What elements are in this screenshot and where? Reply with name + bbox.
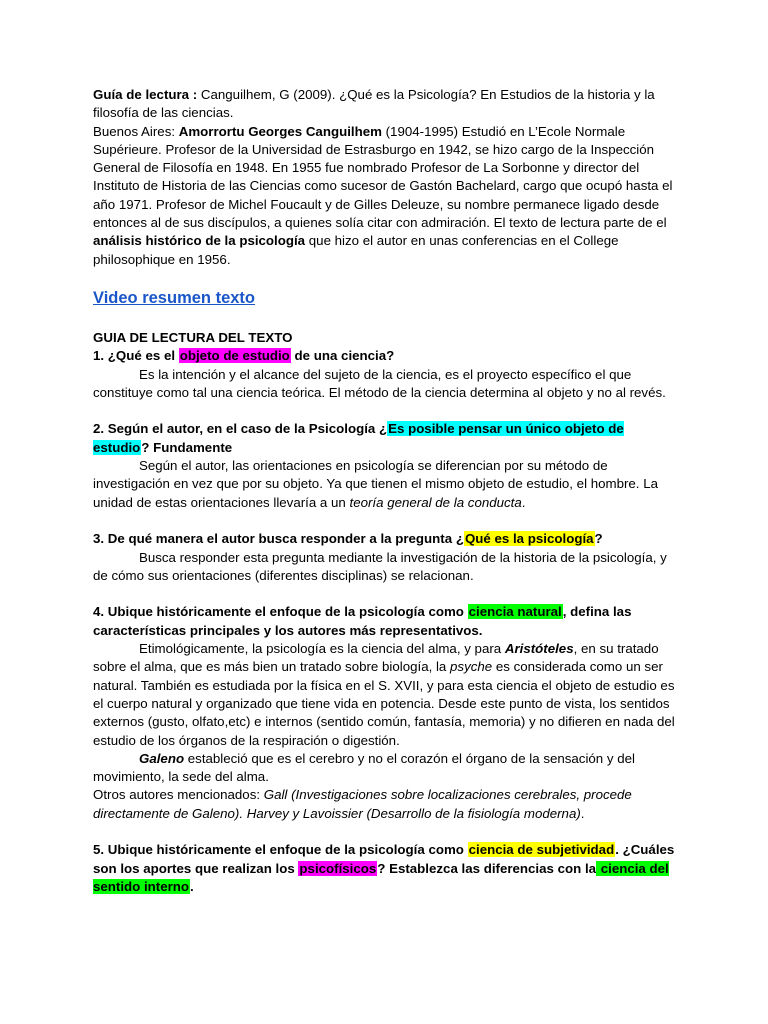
a4-text-4: estableció que es el cerebro y no el corazón el órgano de la sensación y del movimiento, la sede del alma. (93, 750, 635, 785)
intro-bio-end: que hizo el autor en unas conferencias en el College philosophique en 1956. (93, 233, 619, 267)
a4-text-2: , en su tratado sobre el alma, que es más bien un tratado sobre biología, la (93, 641, 659, 675)
intro-author: Amorrortu Georges Canguilhem (178, 123, 382, 139)
q5-mid-2: ? Establezca las diferencias con la (377, 860, 597, 876)
a4-others-end: . (580, 805, 585, 821)
a4-psyche: psyche (450, 659, 493, 675)
a4-others-italic: Gall (Investigaciones sobre localizaciones cerebrales, procede directamente de Galeno). Harvey y Lavoissier (Desarrollo de la fisiología moderna) (93, 787, 632, 821)
question-5 (93, 841, 683, 896)
intro-paragraph (93, 86, 683, 123)
a2-end: . (521, 494, 526, 510)
question-3 (93, 530, 683, 548)
video-summary-link[interactable]: Video resumen texto (93, 288, 255, 307)
a2-text: Según el autor, las orientaciones en psicología se diferencian por su método de investigación en vez que por su objeto. Ya que tienen el mismo objeto de estudio, el hombre. La unidad de estas orientaciones llevaría a un (93, 458, 658, 510)
q4-post: , defina las características principales y los autores más representativos. (93, 604, 632, 638)
q5-pre: 5. Ubique históricamente el enfoque de la psicología como (93, 842, 468, 858)
q3-post: ? (594, 531, 603, 547)
q1-highlight: objeto de estudio (179, 348, 290, 364)
q2-pre: 2. Según el autor, en el caso de la Psicología ¿ (93, 421, 388, 437)
answer-4 (93, 640, 683, 750)
a4-galeno: Galeno (139, 750, 185, 766)
a4-text-1: Etimológicamente, la psicología es la ciencia del alma, y para (139, 641, 505, 657)
intro-label: Guía de lectura : (93, 87, 198, 102)
q2-post: ? Fundamente (141, 439, 233, 455)
q5-highlight-3: ciencia del sentido interno (93, 860, 669, 894)
a1-text: Es la intención y el alcance del sujeto de la ciencia, es el proyecto específico el que constituye como tal una ciencia teórica. El método de la ciencia determina al objeto y no al revés. (93, 366, 666, 400)
question-4 (93, 603, 683, 640)
q5-post: . (190, 878, 194, 894)
intro-bio-paragraph (93, 123, 683, 269)
q1-post: de una ciencia? (290, 348, 395, 364)
a2-italic: teoría general de la conducta (349, 494, 522, 510)
q5-highlight-1: ciencia de subjetividad (468, 842, 615, 858)
intro-bio-text: (1904-1995) Estudió en L’Ecole Normale Supérieure. Profesor de la Universidad de Estrasburgo en 1942, se hizo cargo de la Inspección General de Filosofía en 1948. En 1955 fue nombrado Profesor de La Sorbonne y director del Instituto de Historia de las Ciencias como sucesor de Gastón Bachelard, cargo que ocupó hasta el año 1971. Profesor de Michel Foucault y de Gilles Deleuze, su nombre permanece ligado desde entonces al de sus discípulos, a quienes solía citar con admiración. El texto de lectura parte de el (93, 123, 673, 231)
intro-bold-phrase: análisis histórico de la psicología (93, 233, 306, 249)
intro-citation: Canguilhem, G (2009). ¿Qué es la Psicología? En Estudios de la historia y la filosofía de las ciencias. (93, 87, 655, 121)
intro-bio-start: Buenos Aires: (93, 123, 179, 139)
q5-mid-1: . ¿Cuáles son los aportes que realizan los (93, 842, 675, 876)
q4-pre: 4. Ubique históricamente el enfoque de la psicología como (93, 604, 468, 620)
q3-highlight: Qué es la psicología (464, 531, 594, 547)
answer-4-others (93, 786, 683, 823)
answer-3 (93, 549, 683, 586)
question-2 (93, 420, 683, 457)
q4-highlight: ciencia natural (468, 604, 562, 620)
a3-text: Busca responder esta pregunta mediante la investigación de la historia de la psicología, y de cómo sus orientaciones (diferentes disciplinas) se relacionan. (93, 549, 667, 583)
q3-pre: 3. De qué manera el autor busca responder a la pregunta ¿ (93, 531, 464, 547)
question-1 (93, 347, 683, 365)
answer-1 (93, 366, 683, 403)
q1-pre: 1. ¿Qué es el (93, 348, 179, 364)
a4-text-3: es considerada como un ser natural. También es estudiada por la física en el S. XVII, y para esta ciencia el objeto de estudio es el cuerpo natural y organizado que tiene vida en potencia. Desde este punto de vista, los sentidos externos (gusto, olfato,etc) e internos (sentido común, fantasía, memoria) y no difieren en nada del estudio de los órganos de la respiración o digestión. (93, 659, 675, 748)
answer-2 (93, 457, 683, 512)
a4-aristoteles: Aristóteles (504, 641, 574, 657)
q2-highlight: Es posible pensar un único objeto de estudio (93, 421, 624, 455)
q5-highlight-2: psicofísicos (299, 860, 377, 876)
a4-others-label: Otros autores mencionados: (93, 787, 264, 803)
answer-4-galeno (93, 750, 683, 787)
guide-title: GUIA DE LECTURA DEL TEXTO (93, 329, 293, 345)
document-body (93, 86, 683, 896)
